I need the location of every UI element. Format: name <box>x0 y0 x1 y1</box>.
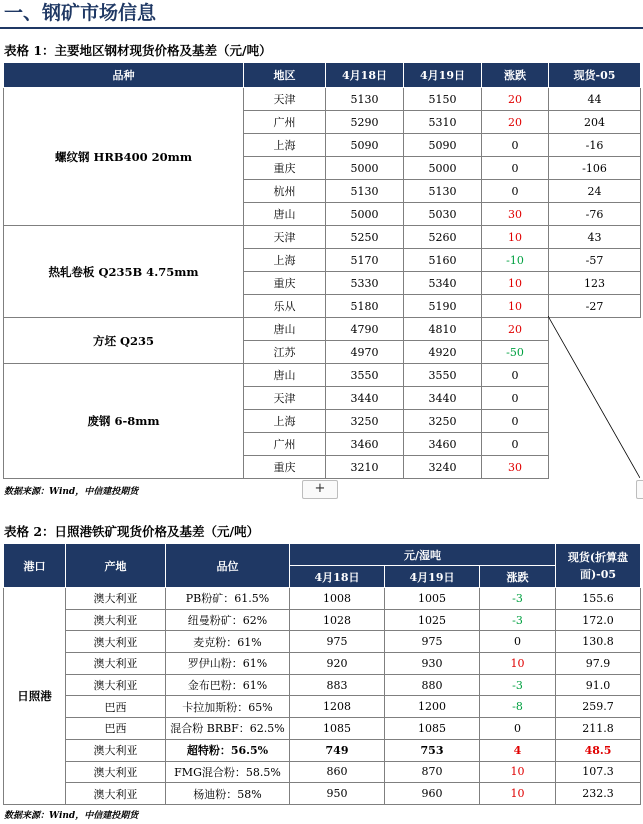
heading-rule <box>0 27 643 29</box>
region-cell: 重庆 <box>244 456 326 479</box>
table-row <box>4 631 641 653</box>
grade-cell: 罗伊山粉：61% <box>166 653 290 675</box>
price-date2-cell: 3550 <box>404 364 482 387</box>
price-date1-cell: 5090 <box>326 134 404 157</box>
price-date2-cell: 753 <box>385 739 480 761</box>
change-cell: 10 <box>480 653 556 675</box>
price-date1-cell: 3440 <box>326 387 404 410</box>
basis-cell: -16 <box>549 134 641 157</box>
table-row <box>4 653 641 675</box>
basis-cell: -27 <box>549 295 641 318</box>
header-port: 港口 <box>4 544 66 588</box>
price-date2-cell: 975 <box>385 631 480 653</box>
change-cell: 4 <box>480 739 556 761</box>
table-row <box>4 739 641 761</box>
price-date2-cell: 5310 <box>404 111 482 134</box>
change-cell: 10 <box>480 783 556 805</box>
table1-caption: 表格 1：主要地区钢材现货价格及基差（元/吨） <box>4 43 272 58</box>
change-cell: 0 <box>482 157 549 180</box>
price-date1-cell: 1008 <box>290 588 385 610</box>
empty-cell-diagonal <box>548 316 640 478</box>
grade-cell: FMG混合粉：58.5% <box>166 761 290 783</box>
header2-date2: 4月19日 <box>385 566 480 588</box>
price-date1-cell: 5290 <box>326 111 404 134</box>
price-date2-cell: 5130 <box>404 180 482 203</box>
price-date1-cell: 5250 <box>326 226 404 249</box>
section-heading: 一、钢矿市场信息 <box>4 2 157 24</box>
price-date1-cell: 1208 <box>290 696 385 718</box>
price-date2-cell: 960 <box>385 783 480 805</box>
region-cell: 乐从 <box>244 295 326 318</box>
basis-cell: 48.5 <box>556 739 641 761</box>
price-date1-cell: 1028 <box>290 609 385 631</box>
table-row <box>4 783 641 805</box>
price-date2-cell: 5340 <box>404 272 482 295</box>
origin-cell: 澳大利亚 <box>66 783 166 805</box>
price-date1-cell: 5330 <box>326 272 404 295</box>
origin-cell: 澳大利亚 <box>66 631 166 653</box>
price-date1-cell: 5180 <box>326 295 404 318</box>
price-date1-cell: 920 <box>290 653 385 675</box>
product-name: 方坯 Q235 <box>4 318 244 364</box>
table2-source: 数据来源：Wind，中信建投期货 <box>4 811 139 821</box>
price-date1-cell: 5170 <box>326 249 404 272</box>
region-cell: 唐山 <box>244 318 326 341</box>
price-date2-cell: 3440 <box>404 387 482 410</box>
region-cell: 杭州 <box>244 180 326 203</box>
price-date2-cell: 5160 <box>404 249 482 272</box>
basis-cell: 24 <box>549 180 641 203</box>
change-cell: 20 <box>482 318 549 341</box>
origin-cell: 澳大利亚 <box>66 588 166 610</box>
basis-cell: 211.8 <box>556 718 641 740</box>
price-date2-cell: 1200 <box>385 696 480 718</box>
price-date1-cell: 749 <box>290 739 385 761</box>
price-date2-cell: 930 <box>385 653 480 675</box>
region-cell: 天津 <box>244 88 326 111</box>
header-grade: 品位 <box>166 544 290 588</box>
table-row <box>4 364 641 387</box>
table2-caption: 表格 2：日照港铁矿现货价格及基差（元/吨） <box>4 524 260 539</box>
price-date1-cell: 4970 <box>326 341 404 364</box>
origin-cell: 澳大利亚 <box>66 761 166 783</box>
origin-cell: 澳大利亚 <box>66 674 166 696</box>
price-date1-cell: 3250 <box>326 410 404 433</box>
table-row <box>4 588 641 610</box>
header-unit: 元/湿吨 <box>290 544 556 566</box>
price-date2-cell: 5190 <box>404 295 482 318</box>
grade-cell: 麦克粉：61% <box>166 631 290 653</box>
table-row <box>4 674 641 696</box>
change-cell: 0 <box>482 433 549 456</box>
price-date2-cell: 5260 <box>404 226 482 249</box>
basis-cell: 107.3 <box>556 761 641 783</box>
price-date2-cell: 1085 <box>385 718 480 740</box>
price-date2-cell: 870 <box>385 761 480 783</box>
basis-cell: -57 <box>549 249 641 272</box>
product-name: 热轧卷板 Q235B 4.75mm <box>4 226 244 318</box>
table-row <box>4 226 641 249</box>
grade-cell: 超特粉：56.5% <box>166 739 290 761</box>
price-date1-cell: 860 <box>290 761 385 783</box>
table-row <box>4 318 641 341</box>
basis-cell: -76 <box>549 203 641 226</box>
basis-cell: 97.9 <box>556 653 641 675</box>
grade-cell: 卡拉加斯粉：65% <box>166 696 290 718</box>
basis-cell: 172.0 <box>556 609 641 631</box>
header-date1: 4月18日 <box>326 63 404 88</box>
price-date2-cell: 1005 <box>385 588 480 610</box>
header-basis2: 现货(折算盘面)-05 <box>556 544 641 588</box>
change-cell: 30 <box>482 456 549 479</box>
change-cell: 20 <box>482 111 549 134</box>
header-change: 涨跌 <box>482 63 549 88</box>
region-cell: 广州 <box>244 433 326 456</box>
change-cell: 30 <box>482 203 549 226</box>
region-cell: 重庆 <box>244 157 326 180</box>
basis-cell: 155.6 <box>556 588 641 610</box>
change-cell: 10 <box>480 761 556 783</box>
region-cell: 上海 <box>244 134 326 157</box>
change-cell: 10 <box>482 226 549 249</box>
add-row-button[interactable]: + <box>302 480 338 499</box>
price-date2-cell: 3240 <box>404 456 482 479</box>
port-name: 日照港 <box>4 588 66 805</box>
price-date1-cell: 5130 <box>326 180 404 203</box>
price-date2-cell: 3250 <box>404 410 482 433</box>
table-row <box>4 696 641 718</box>
table1-header-row <box>4 63 641 88</box>
grade-cell: 金布巴粉：61% <box>166 674 290 696</box>
change-cell: 0 <box>480 631 556 653</box>
steel-price-table <box>3 62 641 479</box>
change-cell: 0 <box>482 410 549 433</box>
price-date1-cell: 883 <box>290 674 385 696</box>
price-date1-cell: 975 <box>290 631 385 653</box>
basis-cell: 259.7 <box>556 696 641 718</box>
region-cell: 上海 <box>244 249 326 272</box>
header2-change: 涨跌 <box>480 566 556 588</box>
change-cell: -8 <box>480 696 556 718</box>
change-cell: -3 <box>480 588 556 610</box>
change-cell: 10 <box>482 295 549 318</box>
origin-cell: 澳大利亚 <box>66 653 166 675</box>
region-cell: 唐山 <box>244 203 326 226</box>
change-cell: 0 <box>482 180 549 203</box>
price-date1-cell: 4790 <box>326 318 404 341</box>
basis-cell: 232.3 <box>556 783 641 805</box>
change-cell: 20 <box>482 88 549 111</box>
change-cell: -3 <box>480 609 556 631</box>
change-cell: -10 <box>482 249 549 272</box>
table-row <box>4 761 641 783</box>
region-cell: 重庆 <box>244 272 326 295</box>
region-cell: 天津 <box>244 226 326 249</box>
basis-cell: 43 <box>549 226 641 249</box>
price-date2-cell: 880 <box>385 674 480 696</box>
change-cell: -3 <box>480 674 556 696</box>
change-cell: 0 <box>482 364 549 387</box>
price-date2-cell: 5150 <box>404 88 482 111</box>
change-cell: 0 <box>482 134 549 157</box>
price-date1-cell: 3550 <box>326 364 404 387</box>
grade-cell: 杨迪粉：58% <box>166 783 290 805</box>
table-row <box>4 718 641 740</box>
grade-cell: 混合粉 BRBF：62.5% <box>166 718 290 740</box>
region-cell: 天津 <box>244 387 326 410</box>
header-date2: 4月19日 <box>404 63 482 88</box>
price-date1-cell: 3460 <box>326 433 404 456</box>
price-date1-cell: 1085 <box>290 718 385 740</box>
product-name: 螺纹钢 HRB400 20mm <box>4 88 244 226</box>
header-region: 地区 <box>244 63 326 88</box>
price-date2-cell: 5090 <box>404 134 482 157</box>
price-date2-cell: 4810 <box>404 318 482 341</box>
basis-cell: 44 <box>549 88 641 111</box>
header-basis: 现货-05 <box>549 63 641 88</box>
origin-cell: 澳大利亚 <box>66 609 166 631</box>
table1-source: 数据来源：Wind，中信建投期货 <box>4 487 139 497</box>
price-date2-cell: 3460 <box>404 433 482 456</box>
origin-cell: 巴西 <box>66 718 166 740</box>
table-row <box>4 609 641 631</box>
price-date2-cell: 5000 <box>404 157 482 180</box>
price-date2-cell: 5030 <box>404 203 482 226</box>
grade-cell: 纽曼粉矿：62% <box>166 609 290 631</box>
change-cell: 0 <box>480 718 556 740</box>
origin-cell: 澳大利亚 <box>66 739 166 761</box>
origin-cell: 巴西 <box>66 696 166 718</box>
basis-cell: 123 <box>549 272 641 295</box>
column-handle[interactable] <box>636 480 643 499</box>
price-date1-cell: 5000 <box>326 157 404 180</box>
header2-date1: 4月18日 <box>290 566 385 588</box>
table-row <box>4 88 641 111</box>
header-origin: 产地 <box>66 544 166 588</box>
price-date1-cell: 5130 <box>326 88 404 111</box>
price-date1-cell: 3210 <box>326 456 404 479</box>
product-name: 废钢 6-8mm <box>4 364 244 479</box>
grade-cell: PB粉矿：61.5% <box>166 588 290 610</box>
region-cell: 上海 <box>244 410 326 433</box>
price-date2-cell: 1025 <box>385 609 480 631</box>
region-cell: 唐山 <box>244 364 326 387</box>
basis-cell: 130.8 <box>556 631 641 653</box>
basis-cell: 204 <box>549 111 641 134</box>
price-date1-cell: 5000 <box>326 203 404 226</box>
price-date1-cell: 950 <box>290 783 385 805</box>
basis-cell: -106 <box>549 157 641 180</box>
change-cell: 0 <box>482 387 549 410</box>
region-cell: 江苏 <box>244 341 326 364</box>
price-date2-cell: 4920 <box>404 341 482 364</box>
change-cell: 10 <box>482 272 549 295</box>
iron-ore-price-table <box>3 543 641 805</box>
basis-cell: 91.0 <box>556 674 641 696</box>
region-cell: 广州 <box>244 111 326 134</box>
change-cell: -50 <box>482 341 549 364</box>
header-variety: 品种 <box>4 63 244 88</box>
